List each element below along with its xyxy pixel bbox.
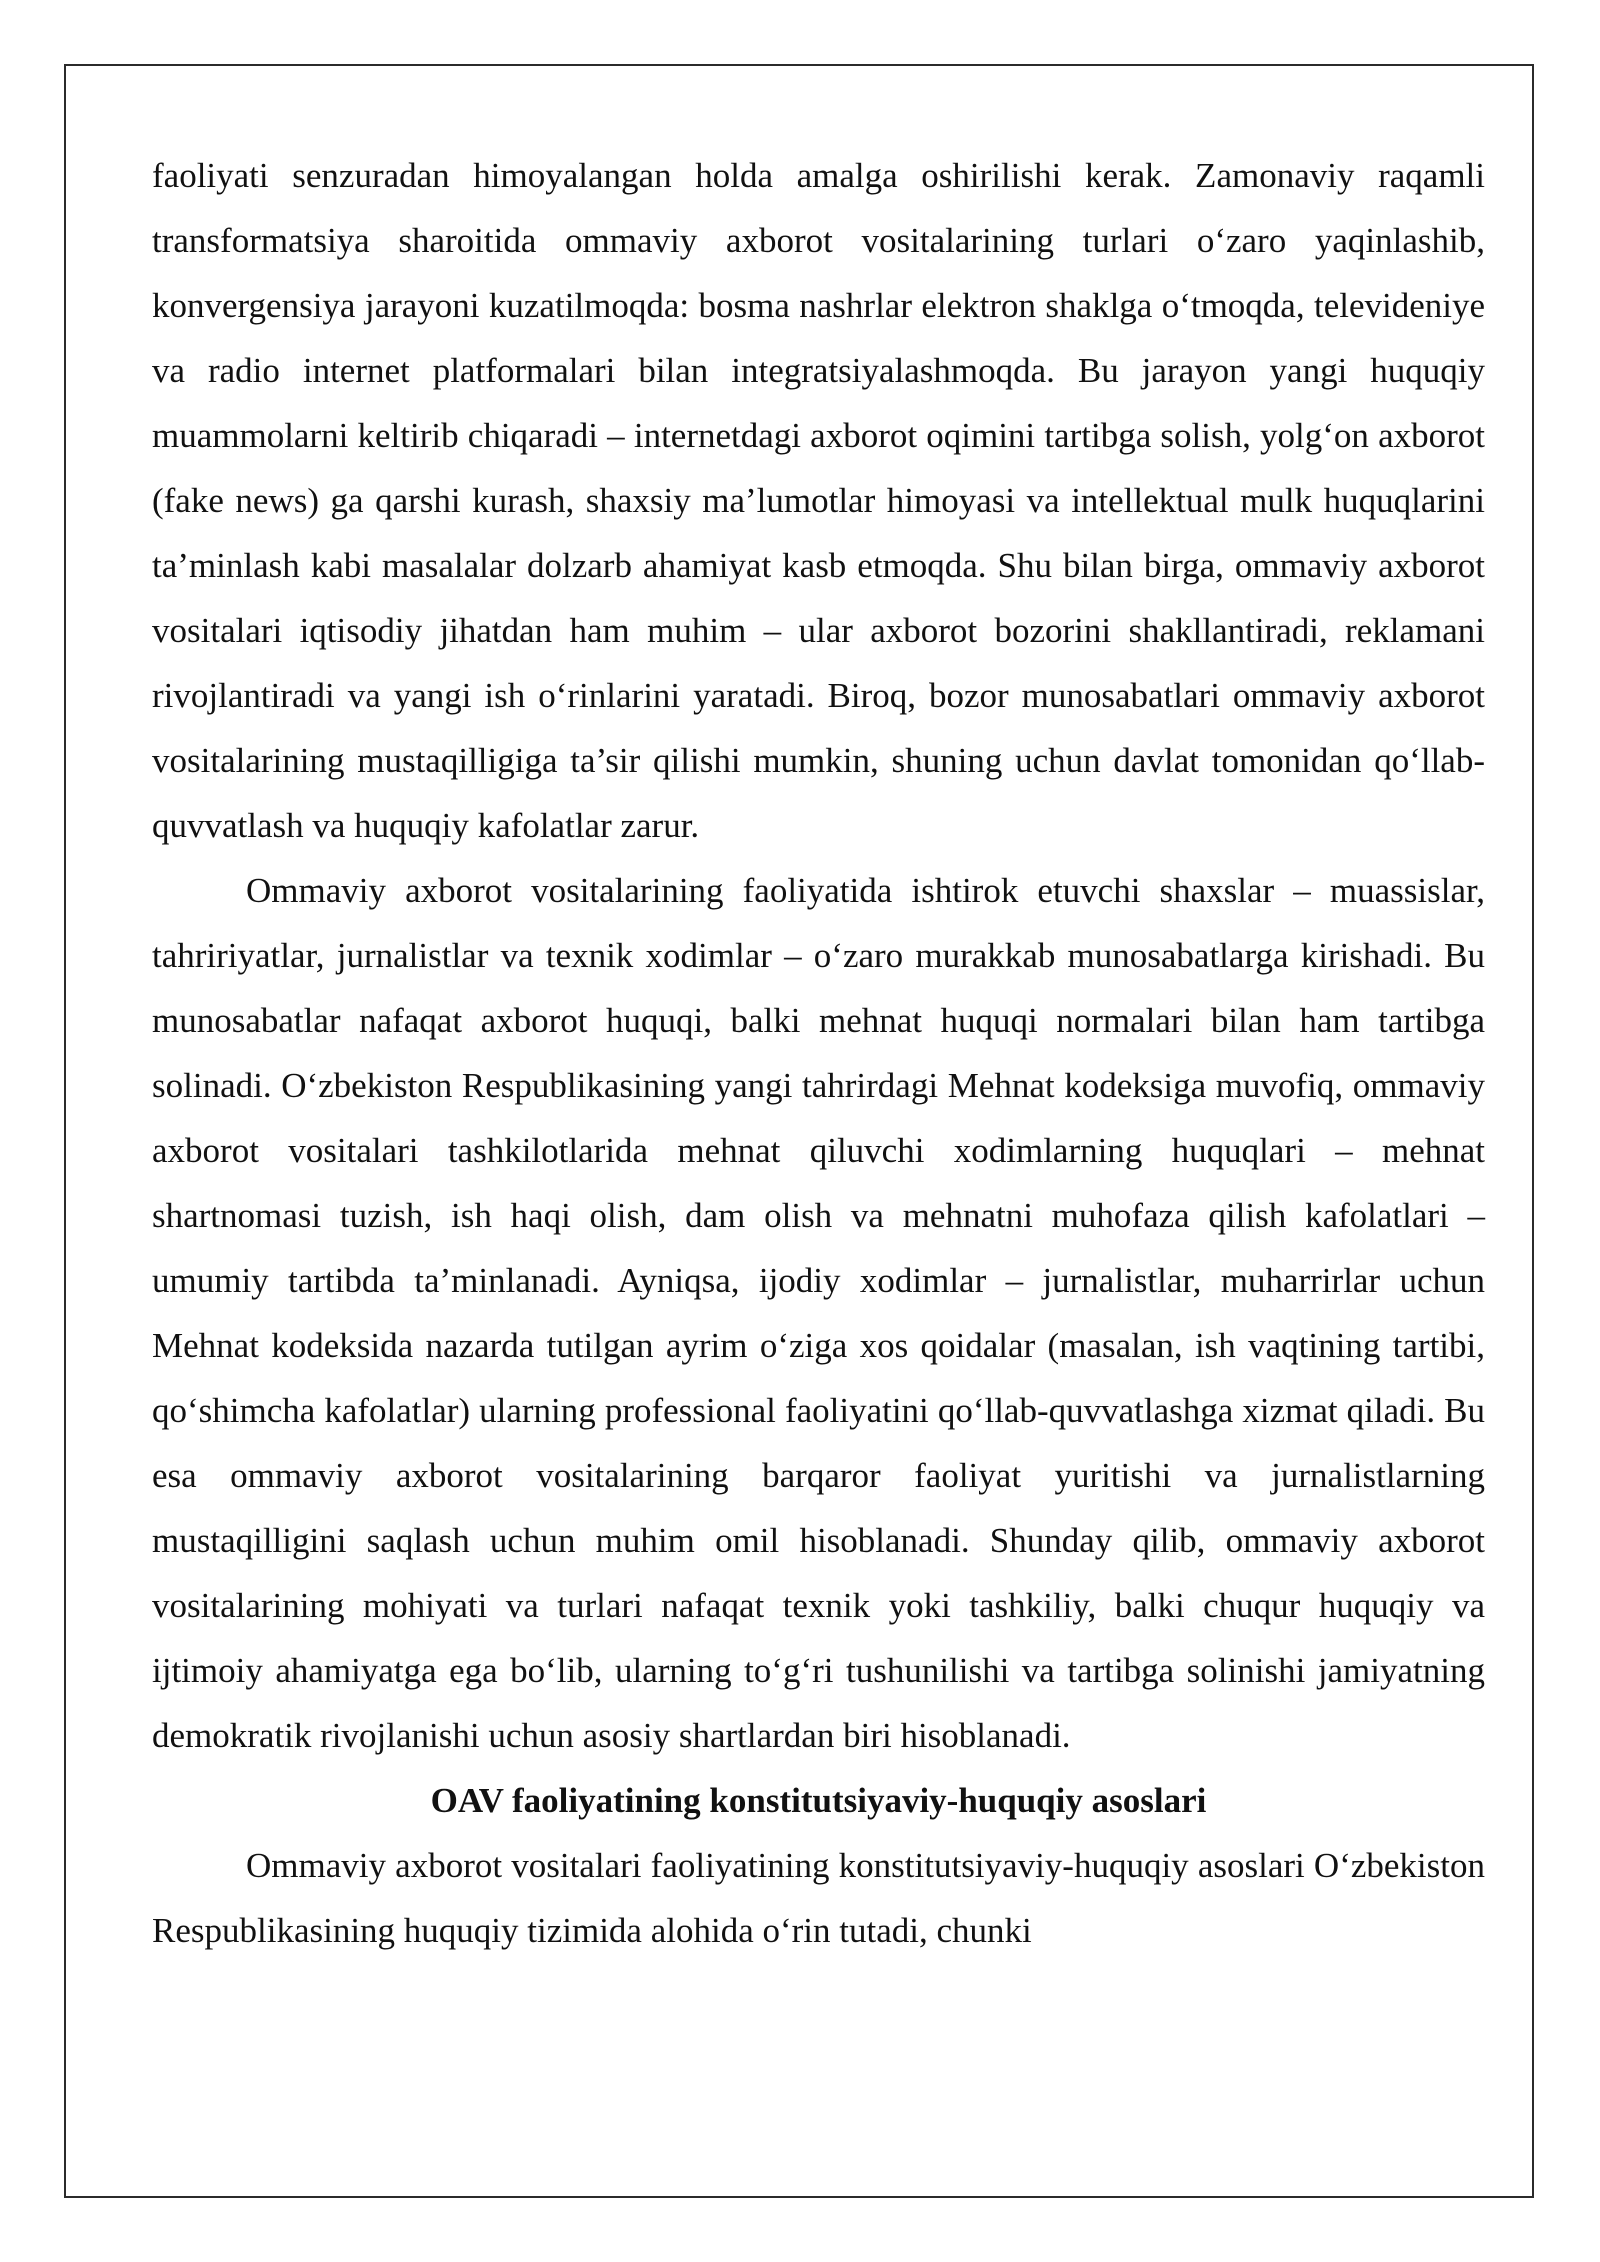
paragraph-media-relations: Ommaviy axborot vositalarining faoliyatida ishtirok etuvchi shaxslar – muassislar, tahririyatlar, jurnalistlar va texnik xodimlar – o‘zaro murakkab munosabatlarga kirishadi. Bu munosabatlar nafaqat axborot huquqi, balki mehnat huquqi normalari bilan ham tartibga solinadi. O‘zbekiston Respublikasining yangi tahrirdagi Mehnat kodeksiga muvofiq, ommaviy axborot vositalari tashkilotlarida mehnat qiluvchi xodimlarning huquqlari – mehnat shartnomasi tuzish, ish haqi olish, dam olish va mehnatni muhofaza qilish kafolatlari – umumiy tartibda ta’minlanadi. Ayniqsa, ijodiy xodimlar – jurnalistlar, muharrirlar uchun Mehnat kodeksida nazarda tutilgan ayrim o‘ziga xos qoidalar (masalan, ish vaqtining tartibi, qo‘shimcha kafolatlar) ularning professional faoliyatini qo‘llab-quvvatlashga xizmat qiladi. Bu esa ommaviy axborot vositalarining barqaror faoliyat yuritishi va jurnalistlarning mustaqilligini saqlash uchun muhim omil hisoblanadi. Shunday qilib, ommaviy axborot vositalarining mohiyati va turlari nafaqat texnik yoki tashkiliy, balki chuqur huquqiy va ijtimoiy ahamiyatga ega bo‘lib, ularning to‘g‘ri tushunilishi va tartibga solinishi jamiyatning demokratik rivojlanishi uchun asosiy shartlardan biri hisoblanadi. [152, 871, 1485, 1755]
paragraph-constitutional-basis: Ommaviy axborot vositalari faoliyatining konstitutsiyaviy-huquqiy asoslari O‘zbekiston Respublikasining huquqiy tizimida alohida o‘rin tutadi, chunki [152, 1846, 1485, 1950]
document-body [152, 143, 1485, 1963]
section-heading: OAV faoliyatining konstitutsiyaviy-huquqiy asoslari [430, 1781, 1207, 1820]
paragraph-continuation: faoliyati senzuradan himoyalangan holda amalga oshirilishi kerak. Zamonaviy raqamli transformatsiya sharoitida ommaviy axborot vositalarining turlari o‘zaro yaqinlashib, konvergensiya jarayoni kuzatilmoqda: bosma nashrlar elektron shaklga o‘tmoqda, televideniye va radio internet platformalari bilan integratsiyalashmoqda. Bu jarayon yangi huquqiy muammolarni keltirib chiqaradi – internetdagi axborot oqimini tartibga solish, yolg‘on axborot (fake news) ga qarshi kurash, shaxsiy ma’lumotlar himoyasi va intellektual mulk huquqlarini ta’minlash kabi masalalar dolzarb ahamiyat kasb etmoqda. Shu bilan birga, ommaviy axborot vositalari iqtisodiy jihatdan ham muhim – ular axborot bozorini shakllantiradi, reklamani rivojlantiradi va yangi ish o‘rinlarini yaratadi. Biroq, bozor munosabatlari ommaviy axborot vositalarining mustaqilligiga ta’sir qilishi mumkin, shuning uchun davlat tomonidan qo‘llab-quvvatlash va huquqiy kafolatlar zarur. [152, 156, 1485, 845]
